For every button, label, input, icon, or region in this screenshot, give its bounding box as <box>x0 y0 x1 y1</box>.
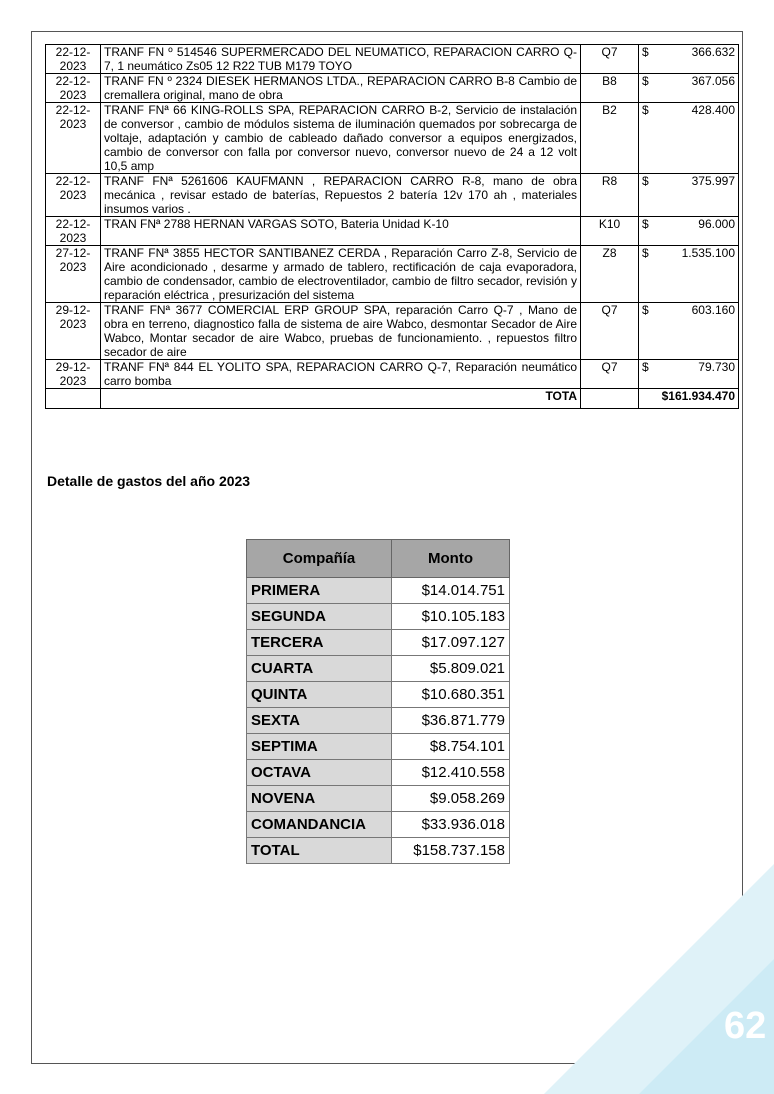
description-cell: TRANF FN º 514546 SUPERMERCADO DEL NEUMATICO, REPARACION CARRO Q-7, 1 neumático Zs05 12 R22 TUB M179 TOYO <box>101 45 581 74</box>
date-cell: 27-12-2023 <box>46 246 101 303</box>
table-row <box>46 45 739 74</box>
amount-cell <box>639 303 739 360</box>
amount-cell <box>639 103 739 174</box>
total-label: TOTA <box>101 389 581 409</box>
company-name: CUARTA <box>247 656 392 682</box>
table-row <box>46 174 739 217</box>
description-cell: TRANF FNª 3855 HECTOR SANTIBANEZ CERDA , Reparación Carro Z-8, Servicio de Aire acondicionado , desarme y armado de tablero, rectificación de caja evaporadora, cambio de condensador, cambio de electroventilador, cambio de filtro secador, revisión y reparación eléctrica , presurización del sistema <box>101 246 581 303</box>
company-name: COMANDANCIA <box>247 812 392 838</box>
total-amount: $161.934.470 <box>639 389 739 409</box>
company-amount: $33.936.018 <box>392 812 510 838</box>
amount-cell <box>639 217 739 246</box>
company-name: PRIMERA <box>247 578 392 604</box>
company-column-header: Compañía <box>247 540 392 578</box>
currency-symbol: $ <box>642 45 649 59</box>
company-amount: $14.014.751 <box>392 578 510 604</box>
unit-code-cell: Q7 <box>581 45 639 74</box>
unit-code-cell: R8 <box>581 174 639 217</box>
amount-value: 1.535.100 <box>681 246 735 260</box>
date-cell: 29-12-2023 <box>46 303 101 360</box>
company-name: SEGUNDA <box>247 604 392 630</box>
company-amount: $9.058.269 <box>392 786 510 812</box>
table-row <box>46 103 739 174</box>
date-cell: 22-12-2023 <box>46 74 101 103</box>
amount-cell <box>639 174 739 217</box>
company-amount: $8.754.101 <box>392 734 510 760</box>
date-cell: 22-12-2023 <box>46 45 101 74</box>
table-row <box>247 578 510 604</box>
total-row <box>46 389 739 409</box>
company-name: TERCERA <box>247 630 392 656</box>
summary-header-row <box>247 540 510 578</box>
unit-code-cell: Q7 <box>581 360 639 389</box>
amount-column-header: Monto <box>392 540 510 578</box>
corner-decoration <box>544 864 774 1094</box>
empty-cell <box>581 389 639 409</box>
amount-value: 603.160 <box>691 303 735 317</box>
description-cell: TRANF FNª 3677 COMERCIAL ERP GROUP SPA, reparación Carro Q-7 , Mano de obra en terreno, diagnostico falla de sistema de aire Wabco, desmontar Secador de Aire Wabco, Montar secador de aire Wabco, pruebas de funcionamiento. , repuestos filtro secador de aire <box>101 303 581 360</box>
amount-value: 79.730 <box>698 360 735 374</box>
unit-code-cell: B2 <box>581 103 639 174</box>
summary-total-label: TOTAL <box>247 838 392 864</box>
currency-symbol: $ <box>642 360 649 374</box>
page-number: 62 <box>724 1005 767 1047</box>
table-row <box>247 630 510 656</box>
currency-symbol: $ <box>642 246 649 260</box>
company-amount: $17.097.127 <box>392 630 510 656</box>
unit-code-cell: Q7 <box>581 303 639 360</box>
amount-value: 367.056 <box>691 74 735 88</box>
company-name: NOVENA <box>247 786 392 812</box>
company-name: OCTAVA <box>247 760 392 786</box>
company-name: SEXTA <box>247 708 392 734</box>
company-name: SEPTIMA <box>247 734 392 760</box>
amount-value: 96.000 <box>698 217 735 231</box>
description-cell: TRANF FN º 2324 DIESEK HERMANOS LTDA., REPARACION CARRO B-8 Cambio de cremallera original, mano de obra <box>101 74 581 103</box>
amount-value: 375.997 <box>691 174 735 188</box>
table-row <box>247 682 510 708</box>
currency-symbol: $ <box>642 103 649 117</box>
currency-symbol: $ <box>642 217 649 231</box>
table-row <box>247 812 510 838</box>
amount-cell <box>639 74 739 103</box>
unit-code-cell: Z8 <box>581 246 639 303</box>
table-row <box>247 656 510 682</box>
table-row <box>46 246 739 303</box>
table-row <box>247 734 510 760</box>
table-row <box>247 604 510 630</box>
amount-value: 366.632 <box>691 45 735 59</box>
summary-total-row <box>247 838 510 864</box>
description-cell: TRANF FNª 66 KING-ROLLS SPA, REPARACION CARRO B-2, Servicio de instalación de conversor , cambio de módulos sistema de iluminación quemados por sobrecarga de voltaje, adaptación y cambio de cableado dañado conversor a equipos energizados, cambio de conversor con falla por conversor nuevo, conversor nuevo de 24 a 12 volt 10,5 amp <box>101 103 581 174</box>
table-row <box>46 217 739 246</box>
company-amount: $5.809.021 <box>392 656 510 682</box>
date-cell: 22-12-2023 <box>46 174 101 217</box>
table-row <box>247 786 510 812</box>
company-expense-summary-table <box>246 539 510 864</box>
table-row <box>46 303 739 360</box>
amount-value: 428.400 <box>691 103 735 117</box>
table-row <box>247 708 510 734</box>
amount-cell <box>639 45 739 74</box>
company-amount: $12.410.558 <box>392 760 510 786</box>
expense-ledger-table <box>45 44 739 409</box>
company-amount: $10.680.351 <box>392 682 510 708</box>
date-cell: 22-12-2023 <box>46 103 101 174</box>
amount-cell <box>639 246 739 303</box>
company-name: QUINTA <box>247 682 392 708</box>
description-cell: TRANF FNª 5261606 KAUFMANN , REPARACION CARRO R-8, mano de obra mecánica , revisar estado de baterías, Repuestos 2 batería 12v 170 ah , materiales insumos varios . <box>101 174 581 217</box>
currency-symbol: $ <box>642 174 649 188</box>
summary-total-amount: $158.737.158 <box>392 838 510 864</box>
amount-cell <box>639 360 739 389</box>
company-amount: $36.871.779 <box>392 708 510 734</box>
company-amount: $10.105.183 <box>392 604 510 630</box>
unit-code-cell: B8 <box>581 74 639 103</box>
table-row <box>46 360 739 389</box>
date-cell: 22-12-2023 <box>46 217 101 246</box>
table-row <box>46 74 739 103</box>
date-cell: 29-12-2023 <box>46 360 101 389</box>
currency-symbol: $ <box>642 74 649 88</box>
table-row <box>247 760 510 786</box>
section-heading: Detalle de gastos del año 2023 <box>47 473 251 489</box>
currency-symbol: $ <box>642 303 649 317</box>
unit-code-cell: K10 <box>581 217 639 246</box>
empty-cell <box>46 389 101 409</box>
description-cell: TRANF FNª 844 EL YOLITO SPA, REPARACION CARRO Q-7, Reparación neumático carro bomba <box>101 360 581 389</box>
description-cell: TRAN FNª 2788 HERNAN VARGAS SOTO, Bateria Unidad K-10 <box>101 217 581 246</box>
